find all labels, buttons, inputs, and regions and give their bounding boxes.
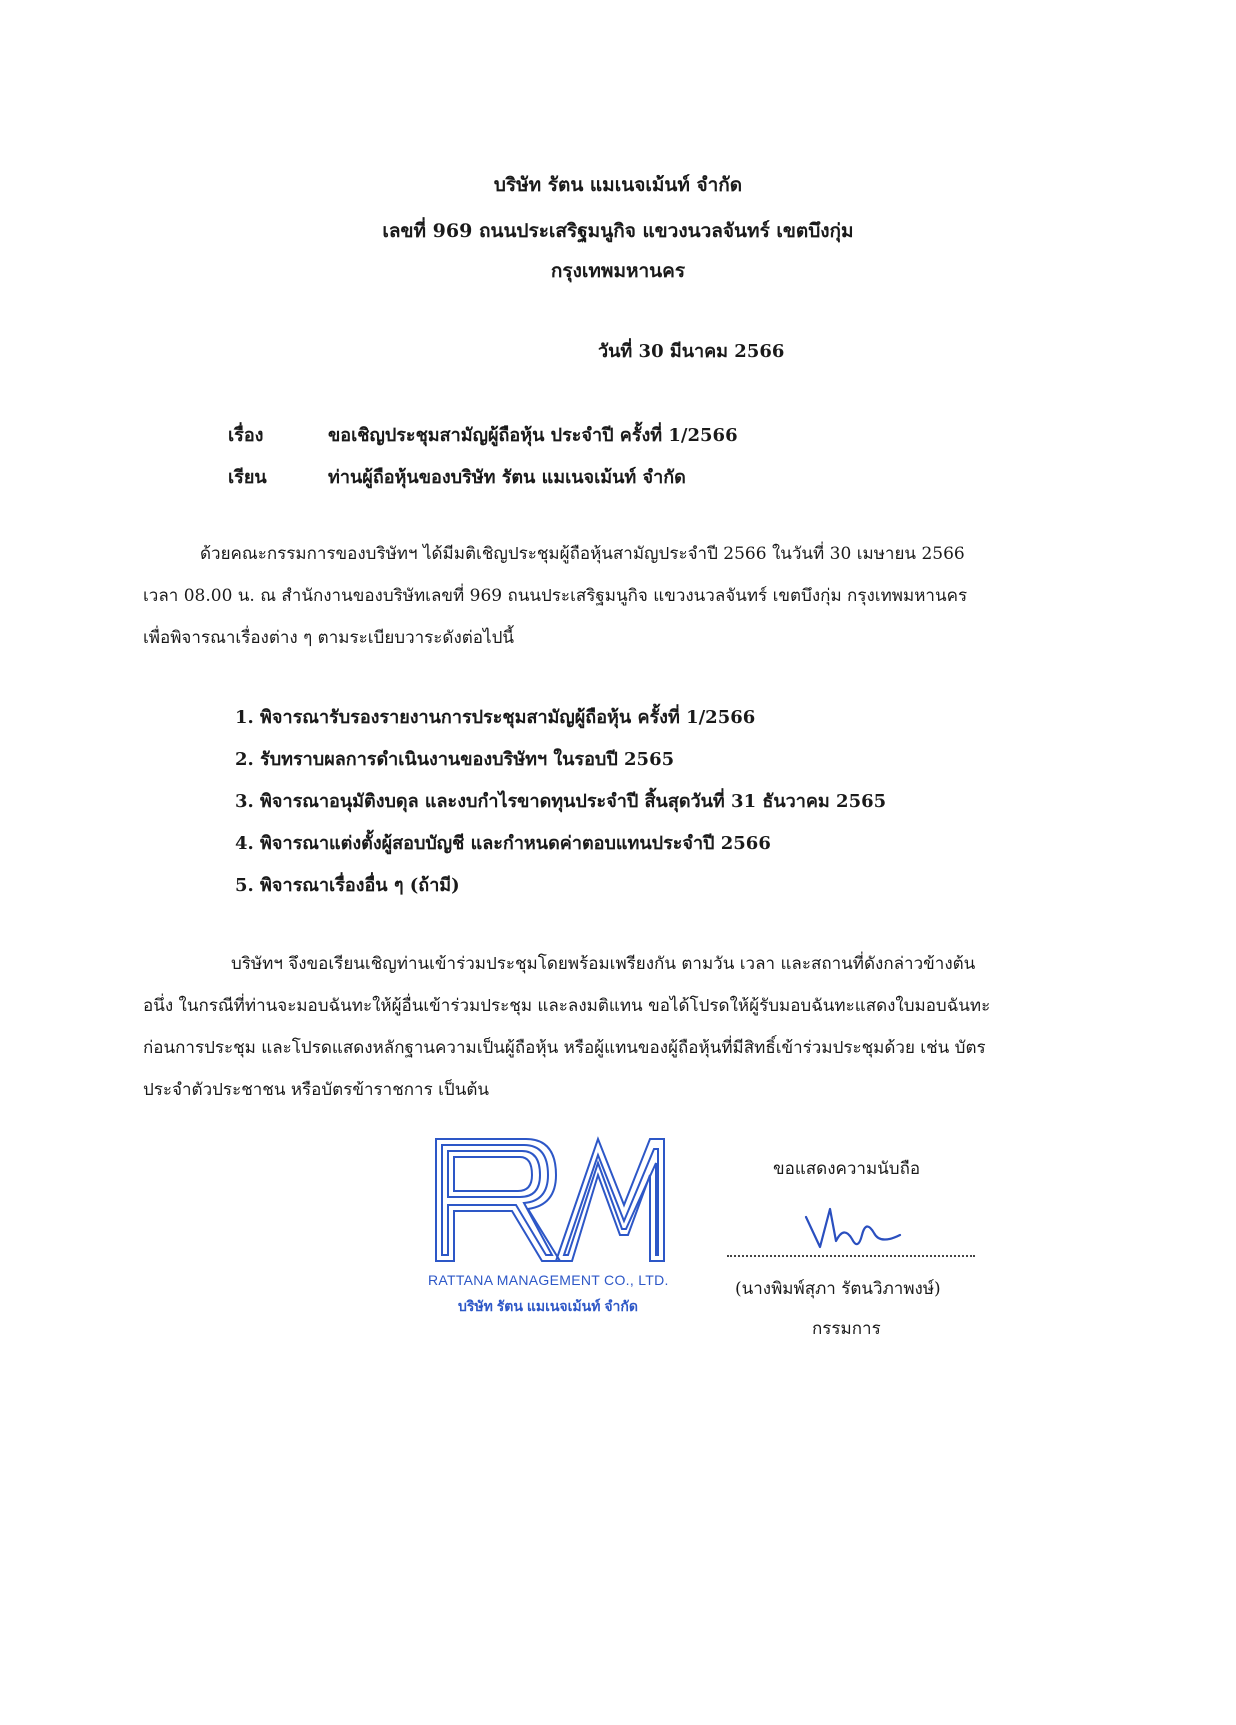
- logo-name-en: RATTANA MANAGEMENT CO., LTD.: [428, 1272, 669, 1288]
- company-address: เลขที่ 969 ถนนประเสริฐมนูกิจ แขวงนวลจันทร์ เขตบึงกุ่ม: [382, 220, 854, 242]
- paragraph2-line: อนึ่ง ในกรณีที่ท่านจะมอบฉันทะให้ผู้อื่นเข้าร่วมประชุม และลงมติแทน ขอได้โปรดให้ผู้รับมอบฉันทะแสดงใบมอบฉันทะ: [143, 996, 991, 1016]
- agenda-item: 2. รับทราบผลการดำเนินงานของบริษัทฯ ในรอบปี 2565: [235, 749, 675, 770]
- paragraph1-line: ด้วยคณะกรรมการของบริษัทฯ ได้มีมติเชิญประชุมผู้ถือหุ้นสามัญประจำปี 2566 ในวันที่ 30 เมษายน 2566: [200, 544, 965, 564]
- agenda-item: 5. พิจารณาเรื่องอื่น ๆ (ถ้ามี): [235, 875, 460, 896]
- company-name: บริษัท รัตน แมเนจเม้นท์ จำกัด: [493, 174, 743, 196]
- paragraph2-line: ก่อนการประชุม และโปรดแสดงหลักฐานความเป็นผู้ถือหุ้น หรือผู้แทนของผู้ถือหุ้นที่มีสิทธิ์เข้าร่วมประชุมด้วย เช่น บัตร: [143, 1038, 986, 1058]
- recipient-text: ท่านผู้ถือหุ้นของบริษัท รัตน แมเนจเม้นท์ จำกัด: [328, 467, 686, 488]
- logo-name-th: บริษัท รัตน แมเนจเม้นท์ จำกัด: [458, 1298, 638, 1314]
- closing-regards: ขอแสดงความนับถือ: [773, 1159, 921, 1179]
- paragraph2-line: ประจำตัวประชาชน หรือบัตรข้าราชการ เป็นต้น: [143, 1080, 489, 1100]
- agenda-item: 4. พิจารณาแต่งตั้งผู้สอบบัญชี และกำหนดค่าตอบแทนประจำปี 2566: [235, 833, 771, 854]
- company-city: กรุงเทพมหานคร: [550, 260, 686, 282]
- agenda-item: 1. พิจารณารับรองรายงานการประชุมสามัญผู้ถือหุ้น ครั้งที่ 1/2566: [235, 707, 756, 728]
- subject-text: ขอเชิญประชุมสามัญผู้ถือหุ้น ประจำปี ครั้งที่ 1/2566: [328, 425, 738, 446]
- signer-name: (นางพิมพ์สุภา รัตนวิภาพงษ์): [735, 1279, 941, 1299]
- signature: [800, 1195, 910, 1255]
- letter-date: วันที่ 30 มีนาคม 2566: [598, 341, 785, 362]
- subject-label: เรื่อง: [228, 425, 264, 446]
- company-logo: [428, 1135, 668, 1265]
- paragraph2-line: บริษัทฯ จึงขอเรียนเชิญท่านเข้าร่วมประชุมโดยพร้อมเพรียงกัน ตามวัน เวลา และสถานที่ดังกล่าวข้างต้น: [231, 954, 976, 974]
- signature-line: [727, 1255, 975, 1257]
- paragraph1-line: เวลา 08.00 น. ณ สำนักงานของบริษัทเลขที่ 969 ถนนประเสริฐมนูกิจ แขวงนวลจันทร์ เขตบึงกุ่ม กรุงเทพมหานคร: [143, 586, 968, 606]
- signer-title: กรรมการ: [812, 1319, 881, 1339]
- recipient-label: เรียน: [228, 467, 267, 488]
- agenda-item: 3. พิจารณาอนุมัติงบดุล และงบกำไรขาดทุนประจำปี สิ้นสุดวันที่ 31 ธันวาคม 2565: [235, 791, 887, 812]
- paragraph1-line: เพื่อพิจารณาเรื่องต่าง ๆ ตามระเบียบวาระดังต่อไปนี้: [143, 628, 514, 648]
